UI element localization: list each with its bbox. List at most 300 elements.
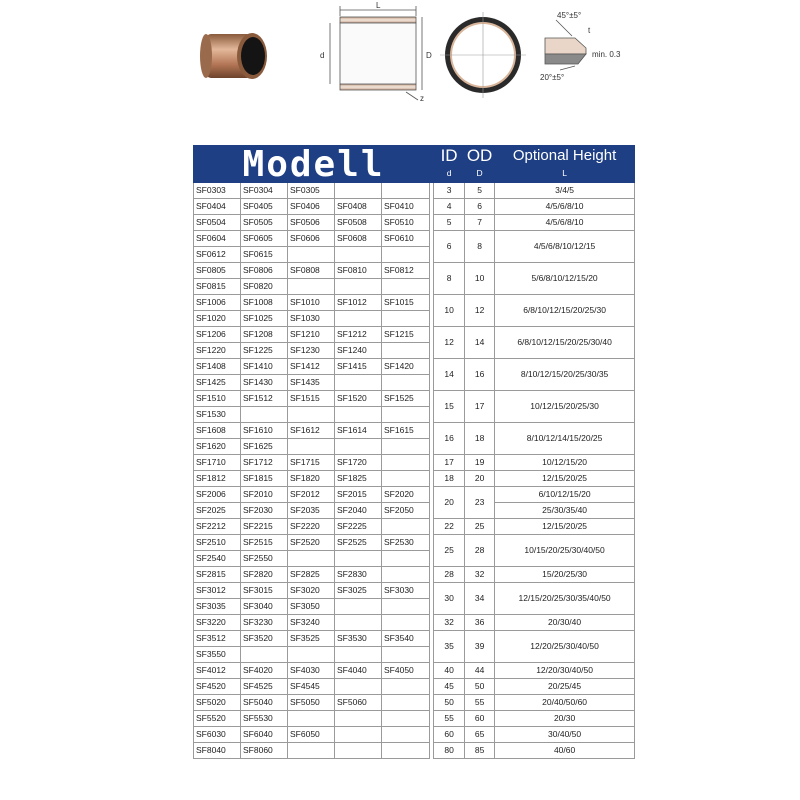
height-cell: 12/20/25/30/40/50 xyxy=(495,631,635,663)
od-cell: 25 xyxy=(465,519,495,535)
id-cell: 8 xyxy=(434,263,465,295)
model-cell: SF0608 xyxy=(335,231,382,247)
model-cell: SF1720 xyxy=(335,455,382,471)
model-cell: SF1215 xyxy=(382,327,430,343)
table-row xyxy=(194,567,635,583)
model-cell: SF1208 xyxy=(241,327,288,343)
model-cell xyxy=(382,567,430,583)
model-cell: SF3512 xyxy=(194,631,241,647)
table-row xyxy=(194,231,635,247)
model-cell: SF0606 xyxy=(288,231,335,247)
model-cell: SF8040 xyxy=(194,743,241,759)
table-row xyxy=(194,679,635,695)
model-cell: SF2215 xyxy=(241,519,288,535)
height-cell: 3/4/5 xyxy=(495,183,635,199)
model-cell: SF2550 xyxy=(241,551,288,567)
model-cell: SF1220 xyxy=(194,343,241,359)
model-cell: SF4012 xyxy=(194,663,241,679)
model-cell: SF3550 xyxy=(194,647,241,663)
model-cell: SF0304 xyxy=(241,183,288,199)
model-cell xyxy=(335,615,382,631)
model-cell xyxy=(335,551,382,567)
id-cell: 45 xyxy=(434,679,465,695)
model-cell xyxy=(382,679,430,695)
chamfer-detail-drawing xyxy=(545,20,586,70)
column-gap xyxy=(430,503,434,519)
table-row xyxy=(194,503,635,519)
model-cell xyxy=(382,471,430,487)
id-cell: 60 xyxy=(434,727,465,743)
model-cell: SF2830 xyxy=(335,567,382,583)
label-t: t xyxy=(588,26,591,35)
model-cell: SF0506 xyxy=(288,215,335,231)
model-cell xyxy=(382,183,430,199)
id-cell: 50 xyxy=(434,695,465,711)
model-cell: SF2035 xyxy=(288,503,335,519)
model-cell: SF1515 xyxy=(288,391,335,407)
model-cell: SF2825 xyxy=(288,567,335,583)
table-row xyxy=(194,711,635,727)
model-cell xyxy=(335,727,382,743)
model-cell: SF3015 xyxy=(241,583,288,599)
model-cell: SF1710 xyxy=(194,455,241,471)
model-cell xyxy=(382,343,430,359)
model-cell: SF1520 xyxy=(335,391,382,407)
model-cell: SF2212 xyxy=(194,519,241,535)
model-cell: SF1825 xyxy=(335,471,382,487)
model-cell xyxy=(382,695,430,711)
model-cell: SF1408 xyxy=(194,359,241,375)
height-cell: 20/30 xyxy=(495,711,635,727)
column-gap xyxy=(430,279,434,295)
label-min: min. 0.3 xyxy=(592,50,621,59)
model-cell: SF4020 xyxy=(241,663,288,679)
model-cell xyxy=(241,407,288,423)
label-chamfer-angle: 45°±5° xyxy=(557,11,582,20)
od-cell: 5 xyxy=(465,183,495,199)
model-cell: SF2025 xyxy=(194,503,241,519)
id-cell: 22 xyxy=(434,519,465,535)
height-cell: 12/15/20/25 xyxy=(495,519,635,535)
od-cell: 32 xyxy=(465,567,495,583)
model-cell xyxy=(382,743,430,759)
model-cell xyxy=(335,439,382,455)
model-cell xyxy=(335,247,382,263)
model-cell xyxy=(288,247,335,263)
model-cell xyxy=(335,407,382,423)
model-cell: SF1420 xyxy=(382,359,430,375)
table-row xyxy=(194,327,635,343)
model-cell: SF1030 xyxy=(288,311,335,327)
model-cell: SF0508 xyxy=(335,215,382,231)
height-cell: 40/60 xyxy=(495,743,635,759)
model-cell: SF4030 xyxy=(288,663,335,679)
height-cell: 4/5/6/8/10 xyxy=(495,215,635,231)
model-cell: SF1510 xyxy=(194,391,241,407)
table-row xyxy=(194,391,635,407)
model-cell: SF0808 xyxy=(288,263,335,279)
height-cell: 30/40/50 xyxy=(495,727,635,743)
header-id: ID xyxy=(434,146,465,166)
model-cell: SF2015 xyxy=(335,487,382,503)
label-L: L xyxy=(376,1,381,10)
model-cell: SF0615 xyxy=(241,247,288,263)
bushing-photo xyxy=(200,33,267,79)
model-cell xyxy=(288,743,335,759)
table-row xyxy=(194,487,635,503)
model-cell xyxy=(382,647,430,663)
model-cell: SF6030 xyxy=(194,727,241,743)
model-cell: SF0612 xyxy=(194,247,241,263)
model-cell: SF0812 xyxy=(382,263,430,279)
height-cell: 25/30/35/40 xyxy=(495,503,635,519)
model-cell: SF4545 xyxy=(288,679,335,695)
label-D: D xyxy=(426,51,432,60)
label-d: d xyxy=(320,51,325,60)
model-cell: SF1410 xyxy=(241,359,288,375)
column-gap xyxy=(430,247,434,263)
id-cell: 32 xyxy=(434,615,465,631)
model-cell: SF1712 xyxy=(241,455,288,471)
model-cell: SF3040 xyxy=(241,599,288,615)
od-cell: 10 xyxy=(465,263,495,295)
model-cell: SF1525 xyxy=(382,391,430,407)
model-cell: SF0815 xyxy=(194,279,241,295)
header-optional-height: Optional Height xyxy=(495,146,635,166)
model-cell: SF1015 xyxy=(382,295,430,311)
table-row xyxy=(194,295,635,311)
od-cell: 19 xyxy=(465,455,495,471)
od-cell: 23 xyxy=(465,487,495,519)
table-row xyxy=(194,455,635,471)
model-cell xyxy=(335,647,382,663)
model-cell: SF3050 xyxy=(288,599,335,615)
table-row xyxy=(194,631,635,647)
model-cell xyxy=(335,679,382,695)
id-cell: 35 xyxy=(434,631,465,663)
model-cell: SF1612 xyxy=(288,423,335,439)
column-gap xyxy=(430,407,434,423)
model-cell: SF1614 xyxy=(335,423,382,439)
id-cell: 18 xyxy=(434,471,465,487)
model-cell: SF2220 xyxy=(288,519,335,535)
model-cell: SF1206 xyxy=(194,327,241,343)
bushing-drawings xyxy=(0,0,800,140)
model-cell xyxy=(382,439,430,455)
height-cell: 10/15/20/25/30/40/50 xyxy=(495,535,635,567)
model-cell xyxy=(335,311,382,327)
subheader-D: D xyxy=(465,165,495,182)
model-cell: SF3035 xyxy=(194,599,241,615)
model-cell: SF0510 xyxy=(382,215,430,231)
table-row xyxy=(194,471,635,487)
od-cell: 44 xyxy=(465,663,495,679)
table-row xyxy=(194,615,635,631)
od-cell: 12 xyxy=(465,295,495,327)
model-cell: SF2050 xyxy=(382,503,430,519)
model-cell: SF3012 xyxy=(194,583,241,599)
model-cell: SF1430 xyxy=(241,375,288,391)
height-cell: 20/30/40 xyxy=(495,615,635,631)
model-cell: SF6040 xyxy=(241,727,288,743)
model-cell: SF5020 xyxy=(194,695,241,711)
spec-table xyxy=(193,145,635,759)
end-view-drawing xyxy=(440,12,526,98)
model-cell: SF1615 xyxy=(382,423,430,439)
table-row xyxy=(194,183,635,199)
column-gap xyxy=(430,343,434,359)
column-gap xyxy=(430,375,434,391)
column-gap xyxy=(430,599,434,615)
model-cell: SF1212 xyxy=(335,327,382,343)
id-cell: 12 xyxy=(434,327,465,359)
model-cell: SF3025 xyxy=(335,583,382,599)
id-cell: 16 xyxy=(434,423,465,455)
model-cell xyxy=(335,279,382,295)
id-cell: 5 xyxy=(434,215,465,231)
model-cell: SF0810 xyxy=(335,263,382,279)
model-cell: SF5060 xyxy=(335,695,382,711)
model-cell xyxy=(382,279,430,295)
height-cell: 15/20/25/30 xyxy=(495,567,635,583)
model-cell: SF0610 xyxy=(382,231,430,247)
table-row xyxy=(194,519,635,535)
height-cell: 20/25/45 xyxy=(495,679,635,695)
model-cell: SF4525 xyxy=(241,679,288,695)
model-cell: SF1010 xyxy=(288,295,335,311)
model-cell: SF2020 xyxy=(382,487,430,503)
model-cell: SF0805 xyxy=(194,263,241,279)
table-row xyxy=(194,727,635,743)
model-cell: SF2815 xyxy=(194,567,241,583)
model-cell: SF3520 xyxy=(241,631,288,647)
model-cell: SF1415 xyxy=(335,359,382,375)
model-cell: SF3525 xyxy=(288,631,335,647)
model-cell: SF3240 xyxy=(288,615,335,631)
model-cell: SF2006 xyxy=(194,487,241,503)
model-cell xyxy=(288,551,335,567)
model-cell: SF3030 xyxy=(382,583,430,599)
id-cell: 14 xyxy=(434,359,465,391)
od-cell: 50 xyxy=(465,679,495,695)
model-cell xyxy=(288,279,335,295)
model-cell xyxy=(382,455,430,471)
model-cell xyxy=(382,599,430,615)
model-title: Modell xyxy=(194,146,434,183)
model-cell xyxy=(382,615,430,631)
model-cell: SF2040 xyxy=(335,503,382,519)
table-row xyxy=(194,583,635,599)
model-cell: SF1412 xyxy=(288,359,335,375)
column-gap xyxy=(430,311,434,327)
model-cell: SF1025 xyxy=(241,311,288,327)
model-cell: SF3220 xyxy=(194,615,241,631)
height-cell: 12/15/20/25/30/35/40/50 xyxy=(495,583,635,615)
model-cell: SF0505 xyxy=(241,215,288,231)
table-row xyxy=(194,359,635,375)
id-cell: 28 xyxy=(434,567,465,583)
model-cell: SF1820 xyxy=(288,471,335,487)
column-gap xyxy=(430,439,434,455)
height-cell: 4/5/6/8/10/12/15 xyxy=(495,231,635,263)
model-cell: SF4050 xyxy=(382,663,430,679)
model-cell: SF1012 xyxy=(335,295,382,311)
model-cell xyxy=(382,375,430,391)
model-cell xyxy=(382,519,430,535)
model-cell: SF0604 xyxy=(194,231,241,247)
model-cell xyxy=(335,599,382,615)
model-cell xyxy=(335,375,382,391)
model-cell: SF4040 xyxy=(335,663,382,679)
model-cell xyxy=(288,407,335,423)
model-cell: SF2525 xyxy=(335,535,382,551)
model-cell: SF1020 xyxy=(194,311,241,327)
height-cell: 6/10/12/15/20 xyxy=(495,487,635,503)
model-cell: SF2225 xyxy=(335,519,382,535)
id-cell: 25 xyxy=(434,535,465,567)
model-cell: SF0820 xyxy=(241,279,288,295)
model-cell: SF0504 xyxy=(194,215,241,231)
model-cell xyxy=(382,711,430,727)
model-cell: SF1425 xyxy=(194,375,241,391)
id-cell: 17 xyxy=(434,455,465,471)
model-cell: SF2540 xyxy=(194,551,241,567)
model-cell: SF2520 xyxy=(288,535,335,551)
table-row xyxy=(194,199,635,215)
model-cell: SF3540 xyxy=(382,631,430,647)
model-cell: SF5520 xyxy=(194,711,241,727)
model-cell: SF0303 xyxy=(194,183,241,199)
model-cell: SF3020 xyxy=(288,583,335,599)
column-gap xyxy=(430,647,434,663)
model-cell: SF8060 xyxy=(241,743,288,759)
model-cell xyxy=(288,439,335,455)
od-cell: 65 xyxy=(465,727,495,743)
od-cell: 39 xyxy=(465,631,495,663)
subheader-L: L xyxy=(495,165,635,182)
model-cell xyxy=(288,647,335,663)
model-cell: SF1620 xyxy=(194,439,241,455)
height-cell: 6/8/10/12/15/20/25/30/40 xyxy=(495,327,635,359)
model-cell: SF0404 xyxy=(194,199,241,215)
model-cell xyxy=(241,647,288,663)
model-cell: SF2515 xyxy=(241,535,288,551)
od-cell: 8 xyxy=(465,231,495,263)
table-row xyxy=(194,215,635,231)
model-cell: SF1240 xyxy=(335,343,382,359)
model-cell: SF1435 xyxy=(288,375,335,391)
model-cell: SF5050 xyxy=(288,695,335,711)
model-cell xyxy=(382,407,430,423)
model-cell: SF2530 xyxy=(382,535,430,551)
height-cell: 5/6/8/10/12/15/20 xyxy=(495,263,635,295)
model-cell: SF1225 xyxy=(241,343,288,359)
model-cell: SF1815 xyxy=(241,471,288,487)
model-cell: SF1625 xyxy=(241,439,288,455)
height-cell: 4/5/6/8/10 xyxy=(495,199,635,215)
height-cell: 10/12/15/20/25/30 xyxy=(495,391,635,423)
id-cell: 3 xyxy=(434,183,465,199)
height-cell: 8/10/12/15/20/25/30/35 xyxy=(495,359,635,391)
model-cell: SF0605 xyxy=(241,231,288,247)
od-cell: 36 xyxy=(465,615,495,631)
table-row xyxy=(194,695,635,711)
height-cell: 12/20/30/40/50 xyxy=(495,663,635,679)
height-cell: 8/10/12/14/15/20/25 xyxy=(495,423,635,455)
od-cell: 55 xyxy=(465,695,495,711)
model-cell: SF0305 xyxy=(288,183,335,199)
od-cell: 85 xyxy=(465,743,495,759)
height-cell: 10/12/15/20 xyxy=(495,455,635,471)
table-row xyxy=(194,535,635,551)
model-cell: SF1812 xyxy=(194,471,241,487)
model-cell xyxy=(335,183,382,199)
od-cell: 17 xyxy=(465,391,495,423)
model-cell xyxy=(335,711,382,727)
model-cell xyxy=(382,727,430,743)
side-section-drawing xyxy=(330,6,422,100)
model-cell xyxy=(382,311,430,327)
id-cell: 4 xyxy=(434,199,465,215)
model-cell xyxy=(335,743,382,759)
model-cell: SF1210 xyxy=(288,327,335,343)
id-cell: 40 xyxy=(434,663,465,679)
model-cell: SF1715 xyxy=(288,455,335,471)
model-cell xyxy=(382,247,430,263)
model-cell: SF1610 xyxy=(241,423,288,439)
model-cell: SF5530 xyxy=(241,711,288,727)
label-angle2: 20°±5° xyxy=(540,73,565,82)
model-cell: SF4520 xyxy=(194,679,241,695)
od-cell: 6 xyxy=(465,199,495,215)
model-cell: SF2030 xyxy=(241,503,288,519)
model-cell: SF1006 xyxy=(194,295,241,311)
id-cell: 15 xyxy=(434,391,465,423)
od-cell: 20 xyxy=(465,471,495,487)
model-cell: SF0405 xyxy=(241,199,288,215)
od-cell: 14 xyxy=(465,327,495,359)
od-cell: 28 xyxy=(465,535,495,567)
model-cell: SF0406 xyxy=(288,199,335,215)
model-cell: SF2012 xyxy=(288,487,335,503)
id-cell: 80 xyxy=(434,743,465,759)
model-cell: SF3530 xyxy=(335,631,382,647)
model-cell: SF1512 xyxy=(241,391,288,407)
od-cell: 60 xyxy=(465,711,495,727)
table-row xyxy=(194,663,635,679)
model-cell: SF1008 xyxy=(241,295,288,311)
model-cell: SF2010 xyxy=(241,487,288,503)
model-cell: SF2820 xyxy=(241,567,288,583)
subheader-d: d xyxy=(434,165,465,182)
model-cell: SF3230 xyxy=(241,615,288,631)
label-z: z xyxy=(420,94,424,103)
model-cell: SF0408 xyxy=(335,199,382,215)
model-cell xyxy=(288,711,335,727)
header-illustrations xyxy=(0,0,800,140)
id-cell: 20 xyxy=(434,487,465,519)
od-cell: 34 xyxy=(465,583,495,615)
header-od: OD xyxy=(465,146,495,166)
model-cell: SF5040 xyxy=(241,695,288,711)
id-cell: 6 xyxy=(434,231,465,263)
column-gap xyxy=(430,551,434,567)
height-cell: 12/15/20/25 xyxy=(495,471,635,487)
height-cell: 20/40/50/60 xyxy=(495,695,635,711)
model-cell: SF6050 xyxy=(288,727,335,743)
model-cell: SF0806 xyxy=(241,263,288,279)
height-cell: 6/8/10/12/15/20/25/30 xyxy=(495,295,635,327)
